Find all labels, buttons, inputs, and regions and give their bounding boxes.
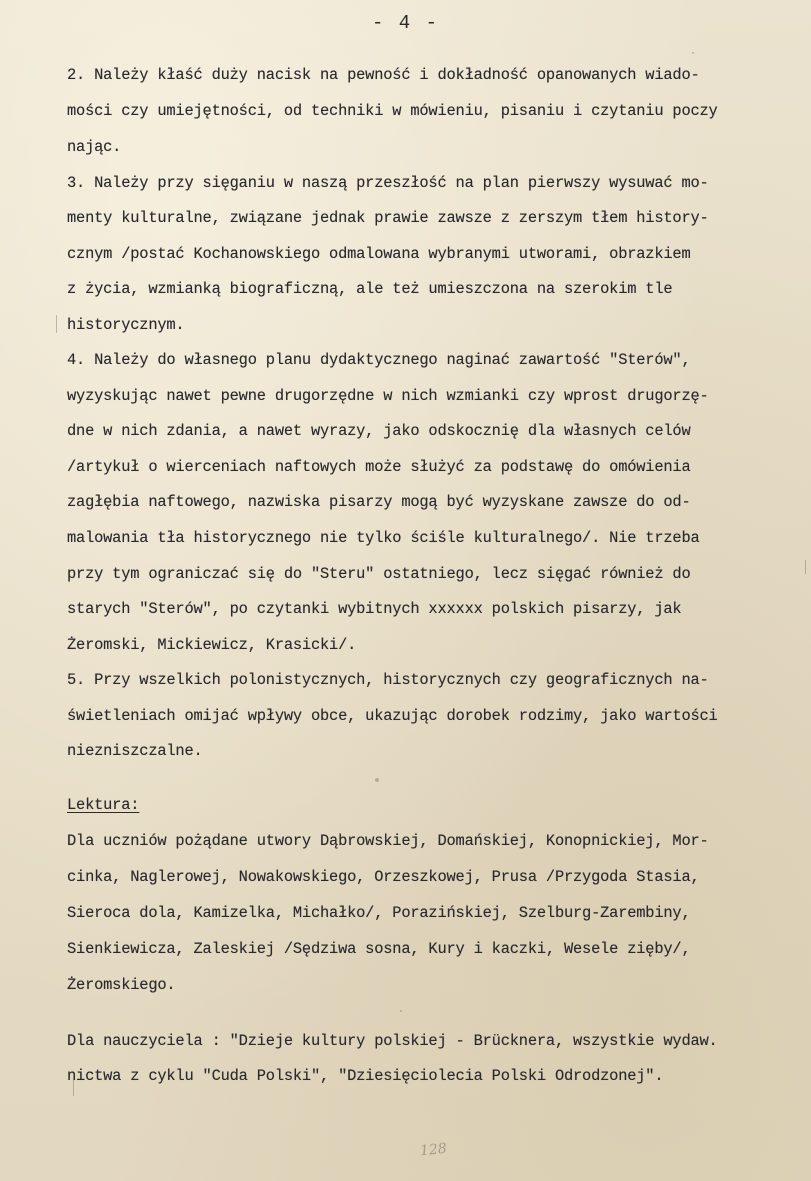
text-line: Żeromskiego.	[67, 976, 176, 994]
text-line: Żeromski, Mickiewicz, Krasicki/.	[67, 636, 357, 654]
text-line: Dla uczniów pożądane utwory Dąbrowskiej, Domańskiej, Konopnickiej, Mor-	[67, 832, 709, 850]
text-line: 4. Należy do własnego planu dydaktycznego naginać zawartość "Sterów",	[67, 351, 691, 369]
text-line: nając.	[67, 138, 122, 156]
paper-speck	[692, 52, 694, 54]
text-line: mości czy umiejętności, od techniki w mówieniu, pisaniu i czytaniu poczy	[67, 102, 718, 120]
text-line: malowania tła historycznego nie tylko ściśle kulturalnego/. Nie trzeba	[67, 529, 700, 547]
paper-speck	[375, 778, 379, 782]
text-line: przy tym ograniczać się do "Steru" ostatniego, lecz sięgać również do	[67, 565, 691, 583]
margin-mark	[73, 1080, 74, 1096]
text-line: Sienkiewicza, Zaleskiej /Sędziwa sosna, Kury i kaczki, Wesele zięby/,	[67, 940, 691, 958]
text-line: nictwa z cyklu "Cuda Polski", "Dziesięciolecia Polski Odrodzonej".	[67, 1067, 664, 1085]
text-line: zagłębia naftowego, nazwiska pisarzy mogą być wyzyskane zawsze do od-	[67, 493, 691, 511]
text-line: menty kulturalne, związane jednak prawie zawsze z zerszym tłem history-	[67, 209, 709, 227]
text-line: dne w nich zdania, a nawet wyrazy, jako odskocznię dla własnych celów	[67, 422, 691, 440]
text-line: historycznym.	[67, 316, 185, 334]
paper-speck	[400, 1010, 402, 1012]
text-line: 2. Należy kłaść duży nacisk na pewność i dokładność opanowanych wiado-	[67, 66, 700, 84]
margin-mark	[56, 315, 57, 333]
text-line: Sieroca dola, Kamizelka, Michałko/, Porazińskiej, Szelburg-Zarembiny,	[67, 904, 691, 922]
pencil-archive-number: 128	[419, 1140, 448, 1160]
page-number: - 4 -	[371, 12, 439, 34]
margin-mark	[805, 560, 806, 574]
text-line: cznym /postać Kochanowskiego odmalowana wybranymi utworami, obrazkiem	[67, 245, 691, 263]
text-line: z życia, wzmianką biograficzną, ale też umieszczona na szerokim tle	[67, 280, 673, 298]
text-line: wyzyskując nawet pewne drugorzędne w nich wzmianki czy wprost drugorzę-	[67, 387, 709, 405]
text-line: /artykuł o wierceniach naftowych może służyć za podstawę do omówienia	[67, 458, 691, 476]
text-line: 3. Należy przy sięganiu w naszą przeszłość na plan pierwszy wysuwać mo-	[67, 174, 709, 192]
text-line: niezniszczalne.	[67, 742, 203, 760]
text-line: 5. Przy wszelkich polonistycznych, historycznych czy geograficznych na-	[67, 671, 709, 689]
text-line: Dla nauczyciela : "Dzieje kultury polskiej - Brücknera, wszystkie wydaw.	[67, 1032, 718, 1050]
text-line: cinka, Naglerowej, Nowakowskiego, Orzeszkowej, Prusa /Przygoda Stasia,	[67, 868, 700, 886]
text-line: świetleniach omijać wpływy obce, ukazując dorobek rodzimy, jako wartości	[67, 707, 718, 725]
lektura-heading: Lektura:	[67, 796, 140, 814]
text-line: starych "Sterów", po czytanki wybitnych xxxxxx polskich pisarzy, jak	[67, 600, 682, 618]
